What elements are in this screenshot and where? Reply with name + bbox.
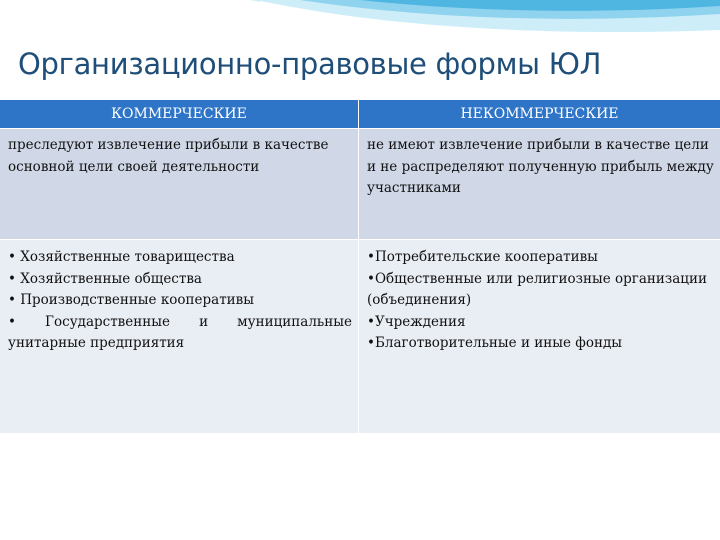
- header-commercial: КОММЕРЧЕСКИЕ: [0, 100, 359, 128]
- list-item: • Хозяйственные товарищества: [8, 249, 235, 265]
- list-item: •Потребительские кооперативы: [367, 249, 598, 265]
- header-noncommercial: НЕКОММЕРЧЕСКИЕ: [359, 100, 720, 128]
- commercial-list: [0, 239, 359, 433]
- legal-forms-table: [0, 100, 720, 433]
- list-item: • Государственные и муниципальные унитарные предприятия: [8, 313, 352, 351]
- table-row: [0, 239, 720, 433]
- noncommercial-definition: не имеют извлечение прибыли в качестве цели и не распределяют полученную прибыль между участниками: [359, 128, 720, 239]
- list-item: • Хозяйственные общества: [8, 270, 202, 287]
- noncommercial-list: [359, 239, 720, 433]
- list-item: •Общественные или религиозные организации (объединения): [367, 270, 707, 308]
- list-item: •Благотворительные и иные фонды: [367, 335, 623, 351]
- commercial-definition: преследуют извлечение прибыли в качестве основной цели своей деятельности: [0, 128, 359, 239]
- table-header-row: [0, 100, 720, 128]
- list-item: • Производственные кооперативы: [8, 292, 255, 308]
- page-title: Организационно-правовые формы ЮЛ: [18, 47, 602, 81]
- list-item: •Учреждения: [367, 313, 466, 330]
- table-row: [0, 128, 720, 239]
